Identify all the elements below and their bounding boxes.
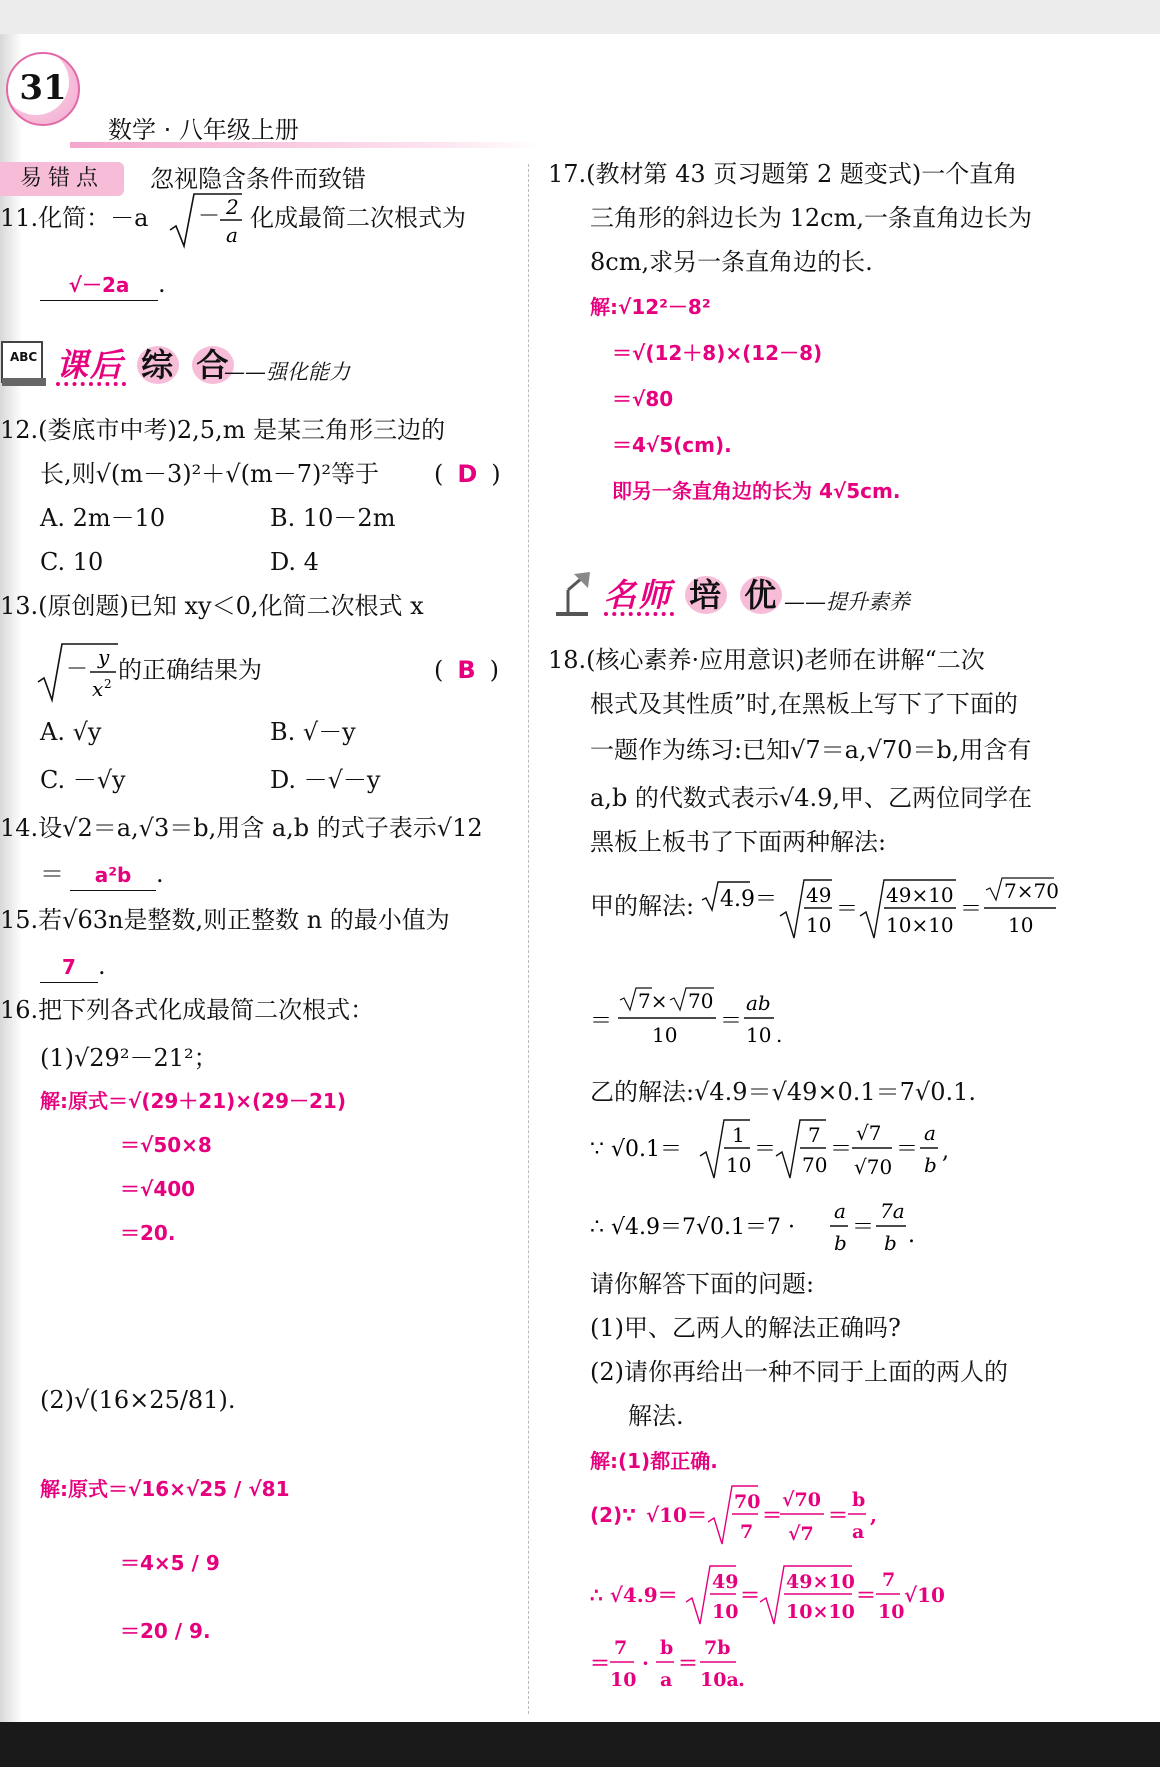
jia-label: 甲的解法: xyxy=(590,892,695,920)
question-13-line2: 的正确结果为 xyxy=(118,656,262,684)
svg-text:a: a xyxy=(834,1199,846,1223)
q11-radical xyxy=(168,190,244,252)
svg-text:ab: ab xyxy=(746,991,771,1015)
q18-question-2b: 解法. xyxy=(628,1402,684,1430)
svg-text:70: 70 xyxy=(802,1153,828,1177)
q16-p2-step-2: ＝4×5 / 9 xyxy=(120,1551,220,1575)
question-11-tail: 化成最简二次根式为 xyxy=(250,204,466,232)
q18-questions-intro: 请你解答下面的问题: xyxy=(590,1270,815,1298)
svg-text:y: y xyxy=(98,645,110,669)
question-13-stem: 13.(原创题)已知 xy＜0,化简二次根式 x xyxy=(0,592,424,620)
q16-step-4: ＝20. xyxy=(120,1221,176,1245)
question-12-answer-bracket: ( D ) xyxy=(434,460,501,488)
svg-text:＝: ＝ xyxy=(678,1651,698,1675)
svg-text:7b: 7b xyxy=(704,1637,731,1659)
svg-text:b: b xyxy=(884,1231,897,1255)
svg-text:7: 7 xyxy=(614,1637,628,1659)
svg-text:∴ √4.9＝: ∴ √4.9＝ xyxy=(590,1583,678,1607)
svg-text:70: 70 xyxy=(734,1491,761,1513)
q16-step-1: 解:原式＝√(29＋21)×(29－21) xyxy=(40,1089,346,1113)
question-17-line1: 17.(教材第 43 页习题第 2 题变式)一个直角 xyxy=(548,160,1018,188)
q12-option-a: A. 2m－10 xyxy=(40,504,166,532)
svg-text:7: 7 xyxy=(740,1521,754,1543)
q17-step-5: 即另一条直角边的长为 4√5cm. xyxy=(612,479,901,503)
svg-text:10×10: 10×10 xyxy=(886,913,954,937)
section-dots-2 xyxy=(604,612,674,616)
svg-text:b: b xyxy=(924,1153,937,1177)
q11-answer: √－2a xyxy=(40,270,158,301)
svg-text:2: 2 xyxy=(226,195,239,219)
q13-option-a: A. √y xyxy=(40,718,102,746)
jia-solution-line2 xyxy=(590,986,810,1056)
svg-text:＝: ＝ xyxy=(960,897,983,922)
error-point-tag: 易错点 xyxy=(0,162,124,196)
q13-radical xyxy=(36,638,120,708)
viewer-top-bar xyxy=(0,0,1160,34)
svg-text:＝: ＝ xyxy=(720,1009,743,1034)
q13-option-c: C. －√y xyxy=(40,766,126,794)
svg-text:√70: √70 xyxy=(782,1489,821,1511)
q18-answer-1: 解:(1)都正确. xyxy=(590,1449,718,1473)
svg-text:7×70: 7×70 xyxy=(1004,879,1059,903)
yi-therefore-line xyxy=(590,1194,990,1264)
svg-text:√7: √7 xyxy=(856,1121,882,1145)
question-12-stem: 12.(娄底市中考)2,5,m 是某三角形三边的 xyxy=(0,416,446,444)
section-after-class-subtitle: ——强化能力 xyxy=(224,360,350,384)
page-number-badge xyxy=(6,52,80,126)
q18-answer-2-line1 xyxy=(646,1482,906,1552)
q12-option-c: C. 10 xyxy=(40,548,104,576)
q16-p2-step-1: 解:原式＝√16×√25 / √81 xyxy=(40,1477,290,1501)
svg-text:10: 10 xyxy=(652,1023,678,1047)
svg-text:10: 10 xyxy=(726,1153,752,1177)
svg-text:√10＝: √10＝ xyxy=(646,1503,707,1527)
svg-text:∵ √0.1＝: ∵ √0.1＝ xyxy=(590,1137,682,1162)
q13-option-d: D. －√－y xyxy=(270,766,381,794)
viewer-bottom-bar xyxy=(0,1722,1160,1767)
q14-answer: a²b xyxy=(70,860,156,891)
question-18-line1: 18.(核心素养·应用意识)老师在讲解“二次 xyxy=(548,646,985,674)
q18-answer-2-line3 xyxy=(590,1630,790,1700)
q17-step-4: ＝4√5(cm). xyxy=(612,433,732,457)
section-dots xyxy=(56,382,126,386)
question-13-answer-bracket: ( B ) xyxy=(434,656,500,684)
svg-text:√10: √10 xyxy=(904,1583,945,1607)
svg-text:＝: ＝ xyxy=(836,897,859,922)
question-18-line4: a,b 的代数式表示√4.9,甲、乙两位同学在 xyxy=(590,784,1033,812)
q13-answer: B xyxy=(457,656,476,684)
svg-text:a: a xyxy=(226,223,238,247)
svg-text:49: 49 xyxy=(806,883,832,907)
svg-text:＝: ＝ xyxy=(590,1009,613,1034)
question-18-line5: 黑板上板书了下面两种解法: xyxy=(590,828,887,856)
q13-option-b: B. √－y xyxy=(270,718,356,746)
yi-solution-line: 乙的解法:√4.9＝√49×0.1＝7√0.1. xyxy=(590,1078,977,1106)
svg-text:10×10: 10×10 xyxy=(786,1601,855,1623)
svg-text:10a: 10a xyxy=(700,1669,739,1691)
q17-step-2: ＝√(12＋8)×(12－8) xyxy=(612,341,823,365)
q15-answer: 7 xyxy=(40,952,98,983)
svg-text:,: , xyxy=(870,1503,877,1527)
svg-text:a: a xyxy=(660,1669,673,1691)
error-point-title: 忽视隐含条件而致错 xyxy=(150,165,366,193)
svg-text:＝: ＝ xyxy=(852,1215,875,1240)
svg-text:7: 7 xyxy=(882,1569,896,1591)
desk-lamp-icon xyxy=(548,568,594,620)
svg-text:10: 10 xyxy=(1008,913,1034,937)
q11-answer-line: √－2a . xyxy=(40,268,166,301)
yi-because-line xyxy=(590,1116,990,1186)
svg-text:7: 7 xyxy=(808,1123,821,1147)
svg-text:4.9＝: 4.9＝ xyxy=(720,887,777,912)
svg-text:＝: ＝ xyxy=(762,1503,782,1527)
svg-text:√7: √7 xyxy=(788,1523,814,1545)
svg-text:＝: ＝ xyxy=(828,1503,848,1527)
question-17-line2: 三角形的斜边长为 12cm,一条直角边长为 xyxy=(590,204,1032,232)
svg-text:＝: ＝ xyxy=(590,1651,610,1675)
q12-option-d: D. 4 xyxy=(270,548,319,576)
svg-text:x: x xyxy=(92,677,104,701)
q15-answer-line: 7 . xyxy=(40,950,106,983)
svg-text:b: b xyxy=(834,1231,847,1255)
q17-step-3: ＝√80 xyxy=(612,387,674,411)
svg-text:10: 10 xyxy=(610,1669,637,1691)
svg-text:1: 1 xyxy=(732,1123,745,1147)
svg-text:b: b xyxy=(660,1637,674,1659)
svg-text:2: 2 xyxy=(104,677,112,691)
textbook-page xyxy=(0,34,1160,1722)
svg-text:10: 10 xyxy=(878,1601,905,1623)
q14-answer-line: ＝ a²b . xyxy=(40,858,164,891)
question-18-line3: 一题作为练习:已知√7＝a,√70＝b,用含有 xyxy=(590,736,1032,764)
q18-question-2a: (2)请你再给出一种不同于上面的两人的 xyxy=(590,1358,1008,1386)
q16-p2-step-3: ＝20 / 9. xyxy=(120,1619,211,1643)
svg-text:＝: ＝ xyxy=(856,1583,876,1607)
svg-text:10: 10 xyxy=(806,913,832,937)
svg-text:＝: ＝ xyxy=(830,1137,853,1162)
svg-text:a: a xyxy=(852,1521,865,1543)
svg-text:＝: ＝ xyxy=(754,1137,777,1162)
svg-text:10: 10 xyxy=(712,1601,739,1623)
svg-text:.: . xyxy=(908,1223,915,1248)
svg-text:10: 10 xyxy=(746,1023,772,1047)
svg-text:－: － xyxy=(66,657,89,682)
svg-text:－: － xyxy=(198,204,221,229)
svg-text:70: 70 xyxy=(688,989,714,1013)
q18-question-1: (1)甲、乙两人的解法正确吗? xyxy=(590,1314,901,1342)
section-master-teacher-subtitle: ——提升素养 xyxy=(784,590,910,614)
book-title: 数学 · 八年级上册 xyxy=(108,116,299,144)
q18-answer-2-line2 xyxy=(590,1562,950,1632)
q16-step-2: ＝√50×8 xyxy=(120,1133,212,1157)
svg-text:√70: √70 xyxy=(854,1155,893,1179)
section-after-class xyxy=(0,334,420,394)
question-11: 11.化简：－a xyxy=(0,204,149,232)
page-number: 31 xyxy=(19,68,67,108)
svg-text:＝: ＝ xyxy=(740,1583,760,1607)
question-12-line2: 长,则√(m－3)²＋√(m－7)²等于 xyxy=(40,460,379,488)
jia-solution-line1 xyxy=(700,876,1060,946)
svg-text:,: , xyxy=(942,1139,949,1164)
svg-text:.: . xyxy=(738,1667,745,1691)
column-divider xyxy=(528,164,529,1714)
svg-text:7a: 7a xyxy=(880,1199,905,1223)
question-16-stem: 16.把下列各式化成最简二次根式： xyxy=(0,996,375,1024)
q16-step-3: ＝√400 xyxy=(120,1177,196,1201)
section-after-class-title: 课后 综 合 xyxy=(56,340,234,386)
section-master-teacher xyxy=(548,564,968,624)
book-icon xyxy=(0,338,46,390)
svg-text:＝: ＝ xyxy=(896,1137,919,1162)
svg-text:49: 49 xyxy=(712,1571,739,1593)
q17-step-1: 解:√12²－8² xyxy=(590,295,711,319)
question-16-part1: (1)√29²－21²； xyxy=(40,1044,218,1072)
q12-answer: D xyxy=(457,460,478,488)
question-17-line3: 8cm,求另一条直角边的长. xyxy=(590,248,873,276)
svg-text:b: b xyxy=(852,1489,866,1511)
question-14-stem: 14.设√2＝a,√3＝b,用含 a,b 的式子表示√12 xyxy=(0,814,483,842)
svg-text:a: a xyxy=(924,1121,936,1145)
svg-text:.: . xyxy=(776,1023,783,1047)
svg-text:49×10: 49×10 xyxy=(786,1571,855,1593)
svg-text:∴ √4.9＝7√0.1＝7 ·: ∴ √4.9＝7√0.1＝7 · xyxy=(590,1215,795,1240)
section-master-teacher-title: 名师 培 优 xyxy=(604,570,782,616)
question-15-stem: 15.若√63n是整数,则正整数 n 的最小值为 xyxy=(0,906,450,934)
question-18-line2: 根式及其性质”时,在黑板上写下了下面的 xyxy=(590,690,1018,718)
book-icon-label: ABC xyxy=(10,350,38,364)
svg-text:7×: 7× xyxy=(638,989,668,1013)
q18-answer-2-label: (2)∵ xyxy=(590,1503,637,1527)
svg-text:49×10: 49×10 xyxy=(886,883,954,907)
q12-option-b: B. 10－2m xyxy=(270,504,396,532)
question-16-part2: (2)√(16×25/81). xyxy=(40,1386,236,1414)
svg-text:·: · xyxy=(642,1651,649,1675)
